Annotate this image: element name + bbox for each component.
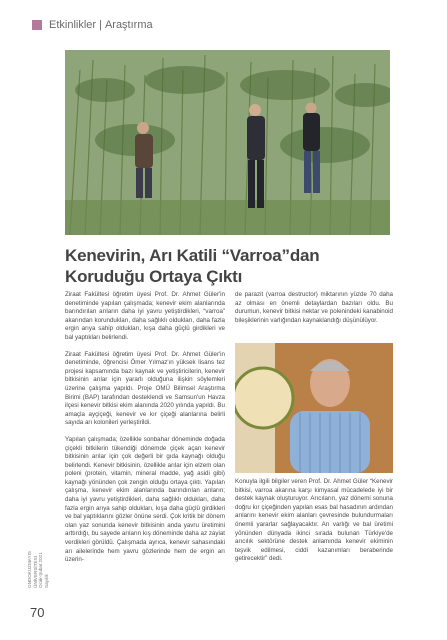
section-category: Etkinlikler — [49, 19, 97, 31]
paragraph: Ziraat Fakültesi öğretim üyesi Prof. Dr. Ahmet Güler'in denetiminde yapılan çalışmada; kenevir ekim alanlarında barındırılan arıların daha iyi yavru yetiştirdikleri, “varroa” akarından korundukları, daha sağlıklı oldukları, daha fazla ergin arıya sahip oldukları, kışa daha güçlü girdikleri ve bal yaptıkları belirlendi. — [65, 291, 225, 341]
hemp-field-photo — [65, 50, 390, 235]
article-column-left — [65, 291, 225, 573]
magazine-meta — [27, 508, 49, 588]
page-number: 70 — [30, 605, 45, 620]
article-title: Kenevirin, Arı Katili “Varroa”dan Koruduğu Ortaya Çıktı — [65, 246, 320, 286]
paragraph: Yapılan çalışmada; özellikle sonbahar döneminde doğada çiçekli bitkilerin tükendiği dönemde çiçek açan kenevir bitkisinin arılar için çok değerli bir gıda kaynağı olduğu belirlendi. Kenevir bitkisinin, özellikle arılar için elzem olan poleni (protein, vitamin, mineral madde, yağ asidi gibi) kaynağı yönünden çok zengin olduğu ortaya çıktı. Yapılan çalışma, kenevir ekim alanlarında barındırılan arıların; daha iyi yavru yetiştirdikleri, daha sağlıklı oldukları, daha fazla ergin arıya sahip oldukları, kışa daha güçlü girdikleri ve bal yaptıklarını gözler önüne serdi. Çok kritik bir dönem olan yaz sonunda kenevir bitkisinin anda yavru üretimini arttırdığı, bu sayede arıların kış döneminde daha az zayiat verdikleri görüldü. Çalışmada ayrıca, kenevir sahasındaki arı ailelerinde hem yavru gözlerinde hem de ergin arı üzerin- — [65, 435, 225, 564]
meta-line: Sayılık — [43, 574, 49, 588]
article-column-right-bottom — [235, 478, 393, 572]
section-separator: | — [99, 19, 102, 31]
section-header — [32, 18, 153, 32]
meta-line: Ocak-Şubat 2021 — [38, 552, 44, 588]
section-marker-icon — [32, 20, 42, 30]
paragraph: de parazit (varroa destructor) miktarının yüzde 70 daha az olması en önemli detaylardan bazıları oldu. Bu durumun, kenevir bitkisi nektar ve polenindeki kanabinoid bileşiklerinin varlığından kaynaklandığı düşünülüyor. — [235, 291, 393, 324]
article-column-right — [235, 291, 393, 333]
paragraph: Konuyla ilgili bilgiler veren Prof. Dr. Ahmet Güler “Kenevir bitkisi, varroa akarına karşı kimyasal mücadelede iyi bir destek kaynak oluşturuyor. Arıcıların, yaz dönemi sonuna doğru kır çiçeğinden yapılan esas bal hasadının ardından arılarını kenevir ekim alanları çevresinde bulundurmaları önemli yararlar sağlayacaktır. Arı varlığı ve bal üretimi yönünden dünyada ikinci sırada bulunan Türkiye'de arıcılık sektörüne destek anlamında kenevir ekiminin teşvik edilmesi, ciddi kazanımları beraberinde getirecektir” dedi. — [235, 478, 393, 563]
section-subcategory: Araştırma — [104, 19, 153, 31]
meta-line: ÜNİVERSİTESİ — [32, 556, 38, 588]
professor-portrait-photo — [235, 343, 393, 473]
meta-line: ONDOKUZMAYIS — [27, 551, 32, 588]
paragraph: Ziraat Fakültesi öğretim üyesi Prof. Dr. Ahmet Güler'in denetiminde, öğrencisi Ömer Yılmaz'ın yüksek lisans tez projesi kapsamında bazı kaynak ve yetiştiricilerin, kenevir bitkisinin arılar için yararlı olduğuna ilişkin söylemleri üzerine çalışma yapıldı. Proje OMÜ Bilimsel Araştırma Birimi (BAP) tarafından desteklendi ve Samsun'un Havza ilçesi kenevir bitkisi ekim alanında 2020 yılında yapıldı. Bu amaçla ayçiçeği, kenevir ve kır çiçeği alanlarına belirli sayıda arı kolonileri yerleştirildi. — [65, 350, 225, 427]
